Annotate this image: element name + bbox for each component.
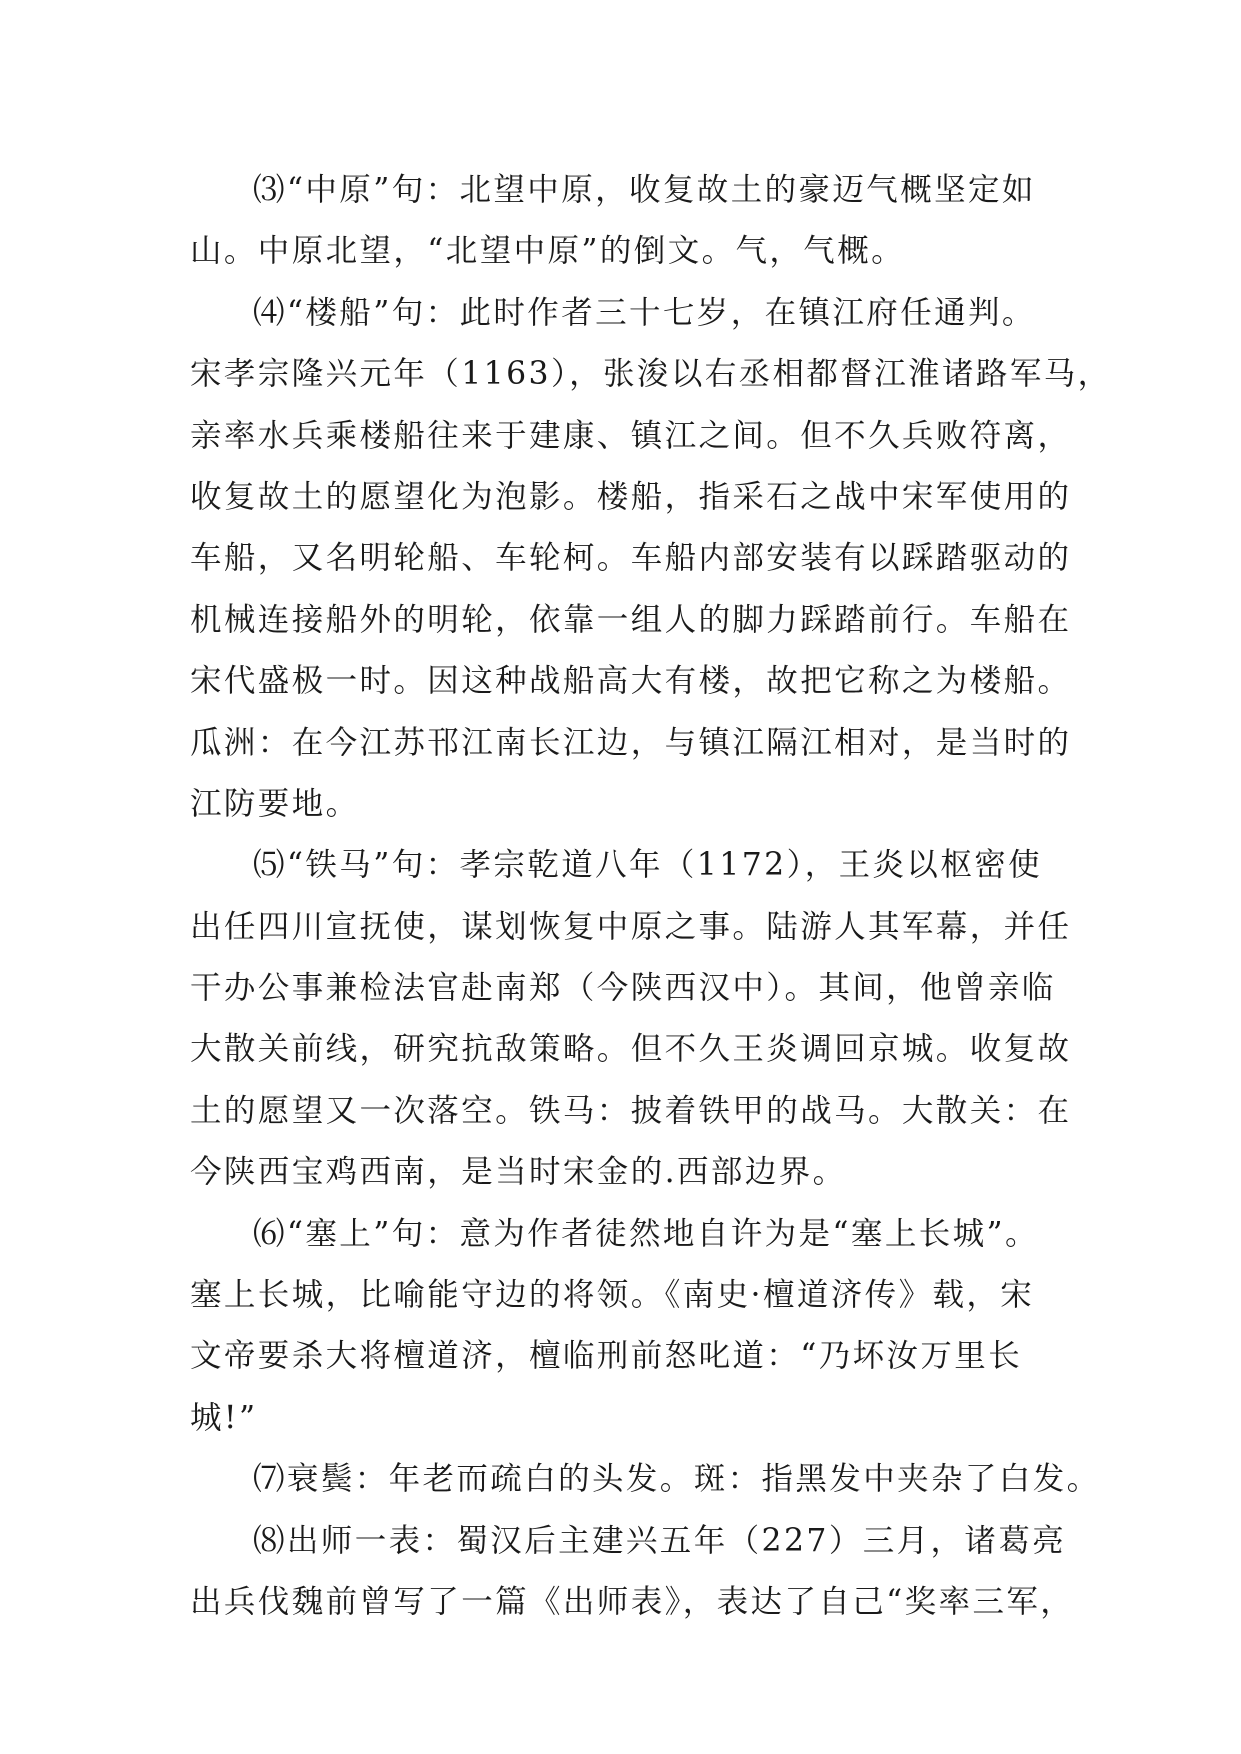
text-line: 城!” bbox=[190, 1399, 258, 1436]
text-line: ⑺衰鬓：年老而疏白的头发。斑：指黑发中夹杂了白发。 bbox=[253, 1461, 1101, 1498]
text-line: 车船，又名明轮船、车轮柯。车船内部安装有以踩踏驱动的 bbox=[190, 540, 1072, 577]
text-line: ⑷“楼船”句：此时作者三十七岁，在镇江府任通判。 bbox=[253, 294, 1036, 331]
annotation-text bbox=[190, 160, 1112, 1633]
text-line: 宋孝宗隆兴元年（1163），张浚以右丞相都督江淮诸路军马， bbox=[190, 356, 1112, 393]
text-line: 干办公事兼检法官赴南郑（今陕西汉中）。其间，他曾亲临 bbox=[190, 970, 1056, 1007]
text-line: ⑶“中原”句：北望中原，收复故土的豪迈气概坚定如 bbox=[253, 172, 1036, 208]
text-line: 亲率水兵乘楼船往来于建康、镇江之间。但不久兵败符离， bbox=[190, 417, 1072, 454]
text-line: 机械连接船外的明轮，依靠一组人的脚力踩踏前行。车船在 bbox=[190, 601, 1072, 638]
text-line: ⑻出师一表：蜀汉后主建兴五年（227）三月，诸葛亮 bbox=[253, 1522, 1067, 1559]
text-line: 出兵伐魏前曾写了一篇《出师表》，表达了自己“奖率三军， bbox=[190, 1583, 1075, 1620]
text-line: 塞上长城，比喻能守边的将领。《南史·檀道济传》载，宋 bbox=[190, 1277, 1035, 1314]
text-line: 山。中原北望，“北望中原”的倒文。气，气概。 bbox=[190, 233, 906, 270]
text-line: 土的愿望又一次落空。铁马：披着铁甲的战马。大散关：在 bbox=[190, 1092, 1072, 1129]
text-line: 大散关前线，研究抗敌策略。但不久王炎调回京城。收复故 bbox=[190, 1031, 1072, 1068]
text-line: ⑹“塞上”句：意为作者徒然地自许为是“塞上长城”。 bbox=[253, 1215, 1039, 1252]
text-line: 江防要地。 bbox=[190, 785, 360, 822]
text-line: 文帝要杀大将檀道济，檀临刑前怒叱道：“乃坏汝万里长 bbox=[190, 1338, 1023, 1375]
text-line: 瓜洲：在今江苏邗江南长江边，与镇江隔江相对，是当时的 bbox=[190, 724, 1072, 761]
text-line: 今陕西宝鸡西南，是当时宋金的.西部边界。 bbox=[190, 1154, 847, 1191]
text-line: 宋代盛极一时。因这种战船高大有楼，故把它称之为楼船。 bbox=[190, 663, 1072, 700]
text-line: ⑸“铁马”句：孝宗乾道八年（1172），王炎以枢密使 bbox=[253, 847, 1043, 884]
text-line: 出任四川宣抚使，谋划恢复中原之事。陆游人其军幕，并任 bbox=[190, 908, 1072, 945]
text-line: 收复故土的愿望化为泡影。楼船，指采石之战中宋军使用的 bbox=[190, 478, 1072, 515]
